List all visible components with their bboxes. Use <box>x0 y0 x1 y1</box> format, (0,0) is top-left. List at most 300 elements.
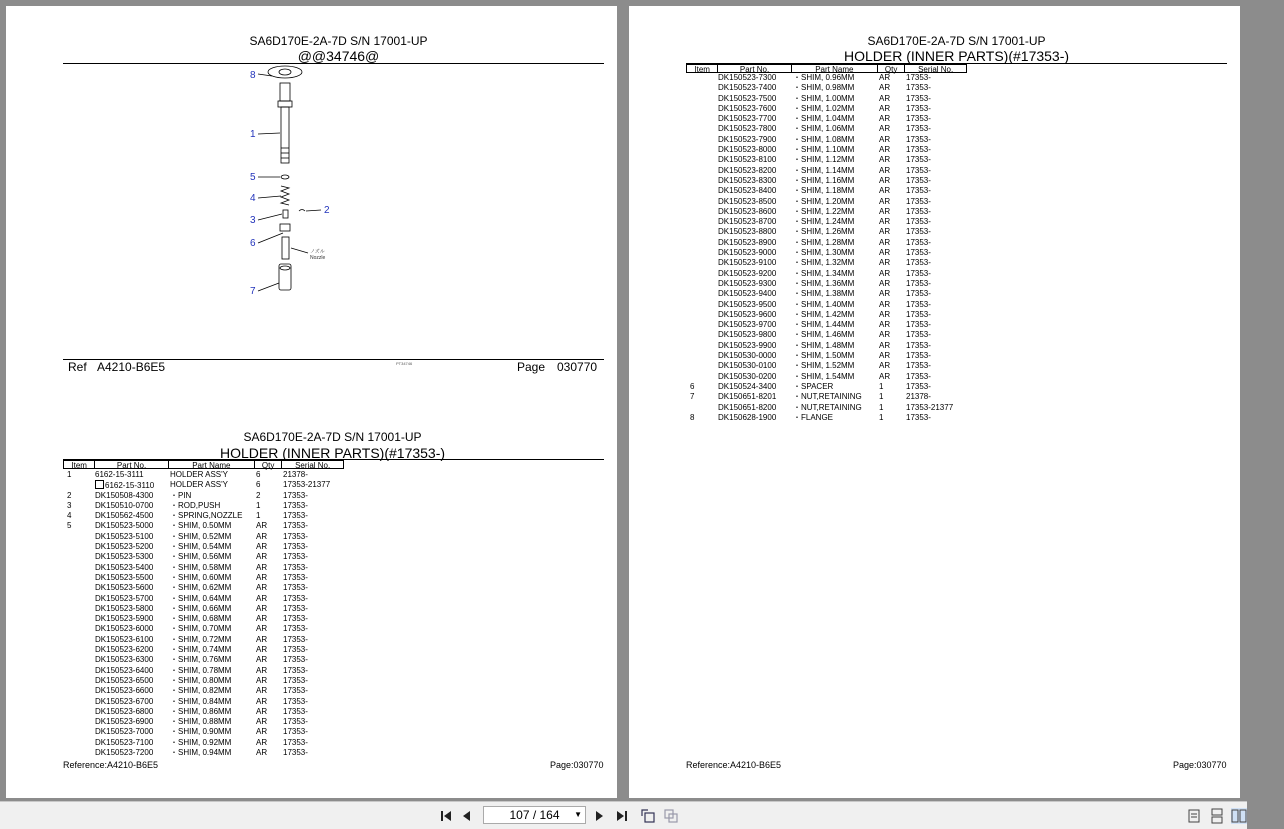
part-name-cell: ・SHIM, 0.60MM <box>170 572 232 582</box>
table-row <box>63 480 343 490</box>
part-no-cell: DK150530-0000 <box>718 351 777 361</box>
item-cell <box>686 238 716 248</box>
section-title: HOLDER (INNER PARTS)(#17353-) <box>219 445 446 461</box>
qty-cell: AR <box>879 340 891 350</box>
table-row <box>686 145 966 155</box>
qty-cell: AR <box>879 206 891 216</box>
footer-reference: Reference:A4210-B6E5 <box>63 760 159 770</box>
serial-cell: 17353- <box>906 114 931 124</box>
serial-cell: 17353-21377 <box>283 480 331 490</box>
col-part-name: Part Name <box>792 65 878 72</box>
qty-cell: AR <box>879 196 891 206</box>
qty-cell: AR <box>879 155 891 165</box>
part-no-cell: DK150523-8400 <box>718 186 777 196</box>
serial-cell: 17353- <box>283 686 308 696</box>
part-name-cell: ・SHIM, 1.48MM <box>793 340 855 350</box>
last-page-icon[interactable] <box>614 808 630 824</box>
single-page-view-icon[interactable] <box>1186 808 1202 824</box>
serial-cell: 17353- <box>283 727 308 737</box>
serial-cell: 17353- <box>283 583 308 593</box>
page-number-select[interactable] <box>483 806 586 824</box>
serial-cell: 17353- <box>906 381 931 391</box>
callout-3: 3 <box>250 215 256 226</box>
part-name-cell: ・SPRING,NOZZLE <box>170 511 243 521</box>
qty-cell: AR <box>879 227 891 237</box>
table-row <box>686 207 966 217</box>
table-row <box>63 717 343 727</box>
serial-cell: 17353- <box>283 552 308 562</box>
serial-cell: 17353- <box>906 103 931 113</box>
ref-label: Ref <box>68 360 87 374</box>
item-cell <box>686 166 716 176</box>
item-cell <box>63 480 93 490</box>
qty-cell: AR <box>879 371 891 381</box>
serial-cell: 17353- <box>283 706 308 716</box>
part-no-cell: DK150523-5700 <box>95 593 154 603</box>
item-cell <box>686 341 716 351</box>
part-no-cell: DK150523-6400 <box>95 665 154 675</box>
part-no-cell: DK150523-8100 <box>718 155 777 165</box>
model-title-right: SA6D170E-2A-7D S/N 17001-UP <box>867 34 1046 48</box>
qty-cell: AR <box>879 73 891 82</box>
serial-cell: 17353- <box>283 675 308 685</box>
serial-cell: 17353- <box>906 340 931 350</box>
part-no-cell: DK150523-8300 <box>718 175 777 185</box>
part-no-cell: DK150523-5500 <box>95 572 154 582</box>
table-row <box>686 382 966 392</box>
part-no-cell: DK150523-8200 <box>718 165 777 175</box>
qty-cell: 1 <box>879 381 884 391</box>
part-no-cell: DK150523-8000 <box>718 145 777 155</box>
item-cell <box>63 697 93 707</box>
table-row <box>686 238 966 248</box>
table-row <box>63 697 343 707</box>
qty-cell: AR <box>256 583 268 593</box>
table-row <box>63 511 343 521</box>
table-row <box>63 573 343 583</box>
qty-cell: AR <box>256 655 268 665</box>
col-serial: Serial No. <box>295 461 331 470</box>
qty-cell: AR <box>256 706 268 716</box>
part-name-cell: ・NUT,RETAINING <box>793 402 862 412</box>
page-value: 030770 <box>557 360 598 374</box>
part-no-cell: DK150523-6800 <box>95 706 154 716</box>
part-name-cell: HOLDER ASS'Y <box>170 480 228 490</box>
item-cell <box>63 686 93 696</box>
part-no-cell: DK150523-5300 <box>95 552 154 562</box>
item-cell <box>63 604 93 614</box>
part-name-cell: ・SHIM, 1.08MM <box>793 134 855 144</box>
callout-4: 4 <box>250 193 256 204</box>
part-no-cell: DK150523-5800 <box>95 603 154 613</box>
table-row <box>63 542 343 552</box>
part-no-cell: DK150523-6000 <box>95 624 154 634</box>
footer-reference-right: Reference:A4210-B6E5 <box>686 760 782 770</box>
qty-cell: AR <box>256 603 268 613</box>
part-no-cell: DK150523-6100 <box>95 634 154 644</box>
part-no-cell: DK150523-5200 <box>95 542 154 552</box>
table-row <box>686 124 966 134</box>
item-cell: 6 <box>690 381 695 391</box>
qty-cell: AR <box>879 186 891 196</box>
part-name-cell: ・SHIM, 0.96MM <box>793 73 855 82</box>
left-parts-table <box>63 470 343 758</box>
item-cell <box>686 351 716 361</box>
viewer-toolbar <box>0 801 1247 829</box>
part-no-cell: DK150523-5900 <box>95 614 154 624</box>
part-no-cell: DK150523-8700 <box>718 217 777 227</box>
serial-cell: 17353- <box>906 237 931 247</box>
table-row <box>686 269 966 279</box>
serial-cell: 17353- <box>283 634 308 644</box>
serial-cell: 17353- <box>283 542 308 552</box>
qty-cell: 1 <box>879 402 884 412</box>
item-cell <box>63 676 93 686</box>
item-cell <box>686 310 716 320</box>
serial-cell: 17353- <box>906 320 931 330</box>
qty-cell: AR <box>256 748 268 758</box>
model-title-top: SA6D170E-2A-7D S/N 17001-UP <box>249 34 428 48</box>
table-row <box>63 686 343 696</box>
item-cell <box>686 186 716 196</box>
item-cell <box>63 552 93 562</box>
serial-cell: 17353- <box>906 278 931 288</box>
qty-cell: AR <box>879 330 891 340</box>
part-name-cell: ・FLANGE <box>793 412 834 422</box>
serial-cell: 17353- <box>906 155 931 165</box>
qty-cell: AR <box>879 299 891 309</box>
qty-cell: AR <box>256 552 268 562</box>
serial-cell: 17353- <box>906 124 931 134</box>
table-row <box>686 197 966 207</box>
item-cell <box>686 135 716 145</box>
serial-cell: 17353- <box>283 562 308 572</box>
qty-cell: 1 <box>879 392 884 402</box>
serial-cell: 17353- <box>283 511 308 521</box>
part-name-cell: ・SHIM, 1.50MM <box>793 351 855 361</box>
part-name-cell: ・SHIM, 1.12MM <box>793 155 855 165</box>
page-label: Page <box>517 360 546 374</box>
model-title-list: SA6D170E-2A-7D S/N 17001-UP <box>243 430 422 444</box>
part-no-cell: DK150523-8600 <box>718 206 777 216</box>
table-row <box>686 403 966 413</box>
table-row <box>686 155 966 165</box>
table-row <box>686 413 966 423</box>
qty-cell: 1 <box>879 412 884 422</box>
item-cell <box>686 94 716 104</box>
table-row <box>686 300 966 310</box>
item-cell <box>686 83 716 93</box>
qty-cell: AR <box>256 645 268 655</box>
table-row <box>686 83 966 93</box>
item-cell <box>63 624 93 634</box>
col-part-name: Part Name <box>169 461 255 468</box>
part-name-cell: ・SHIM, 1.36MM <box>793 278 855 288</box>
callout-6: 6 <box>250 238 256 249</box>
serial-cell: 17353- <box>906 83 931 93</box>
item-cell <box>686 258 716 268</box>
qty-cell: AR <box>879 309 891 319</box>
callout-1: 1 <box>250 129 256 140</box>
serial-cell: 21378- <box>906 392 931 402</box>
right-page <box>629 6 1240 798</box>
serial-cell: 17353- <box>906 165 931 175</box>
serial-cell: 17353- <box>283 748 308 758</box>
left-table-header <box>63 460 344 469</box>
col-item: Item <box>687 65 718 72</box>
item-cell <box>63 614 93 624</box>
part-no-cell: DK150510-0700 <box>95 500 154 510</box>
part-name-cell: ・SHIM, 1.26MM <box>793 227 855 237</box>
qty-cell: AR <box>879 320 891 330</box>
table-row <box>63 676 343 686</box>
part-no-cell: DK150523-9600 <box>718 309 777 319</box>
table-row <box>686 217 966 227</box>
part-name-cell: ・NUT,RETAINING <box>793 392 862 402</box>
item-cell <box>63 717 93 727</box>
part-no-cell: DK150523-7000 <box>95 727 154 737</box>
qty-cell: AR <box>256 727 268 737</box>
serial-cell: 17353- <box>283 500 308 510</box>
table-row <box>63 604 343 614</box>
part-no-cell: DK150523-9300 <box>718 278 777 288</box>
serial-cell: 17353- <box>906 258 931 268</box>
qty-cell: AR <box>879 134 891 144</box>
table-row <box>686 227 966 237</box>
table-row <box>63 727 343 737</box>
item-cell <box>686 300 716 310</box>
serial-cell: 17353- <box>906 268 931 278</box>
part-name-cell: ・SHIM, 1.24MM <box>793 217 855 227</box>
next-page-icon[interactable] <box>591 808 607 824</box>
table-row <box>63 666 343 676</box>
part-name-cell: ・SHIM, 0.80MM <box>170 675 232 685</box>
table-row <box>63 583 343 593</box>
part-name-cell: ・SHIM, 1.44MM <box>793 320 855 330</box>
serial-cell: 17353- <box>906 412 931 422</box>
item-cell: 5 <box>67 521 72 531</box>
item-cell <box>686 124 716 134</box>
item-cell <box>686 320 716 330</box>
item-cell <box>63 573 93 583</box>
serial-cell: 17353- <box>283 521 308 531</box>
part-no-cell: DK150523-5400 <box>95 562 154 572</box>
part-no-cell <box>93 480 167 490</box>
qty-cell: AR <box>879 114 891 124</box>
item-cell <box>686 248 716 258</box>
serial-cell: 17353- <box>906 93 931 103</box>
part-name-cell: ・SHIM, 1.52MM <box>793 361 855 371</box>
part-no-cell: DK150523-6500 <box>95 675 154 685</box>
serial-cell: 21378- <box>283 470 308 479</box>
table-row <box>686 392 966 402</box>
table-row <box>686 176 966 186</box>
part-name-cell: ・SHIM, 0.50MM <box>170 521 232 531</box>
part-name-cell: ・SHIM, 1.32MM <box>793 258 855 268</box>
part-no-cell: DK150523-6600 <box>95 686 154 696</box>
qty-cell: AR <box>256 562 268 572</box>
figure-code: @@34746@ <box>297 48 380 64</box>
part-no-cell: DK150523-7800 <box>718 124 777 134</box>
part-name-cell: ・SHIM, 1.22MM <box>793 206 855 216</box>
serial-cell: 17353- <box>283 696 308 706</box>
serial-cell: 17353- <box>283 593 308 603</box>
part-name-cell: ・SHIM, 1.02MM <box>793 103 855 113</box>
qty-cell: AR <box>879 268 891 278</box>
table-row <box>686 248 966 258</box>
qty-cell: 1 <box>256 500 261 510</box>
part-no-cell: DK150523-9700 <box>718 320 777 330</box>
qty-cell: AR <box>256 675 268 685</box>
serial-cell: 17353- <box>906 309 931 319</box>
qty-cell: AR <box>256 665 268 675</box>
item-cell <box>686 114 716 124</box>
part-name-cell: ・SHIM, 0.70MM <box>170 624 232 634</box>
table-row <box>63 470 343 480</box>
part-no-cell: DK150628-1900 <box>718 412 777 422</box>
table-row <box>686 351 966 361</box>
qty-cell: 6 <box>256 470 261 479</box>
part-name-cell: ・SHIM, 0.66MM <box>170 603 232 613</box>
table-row <box>63 563 343 573</box>
item-cell <box>63 748 93 758</box>
item-cell: 1 <box>67 470 72 479</box>
serial-cell: 17353- <box>906 217 931 227</box>
footer-page-right: Page:030770 <box>1173 760 1227 770</box>
part-name-cell: ・SHIM, 0.94MM <box>170 748 232 758</box>
serial-cell: 17353-21377 <box>906 402 954 412</box>
item-cell <box>686 269 716 279</box>
table-row <box>686 94 966 104</box>
table-row <box>63 624 343 634</box>
right-table-header <box>686 64 967 73</box>
facing-pages-view-icon[interactable] <box>1231 808 1247 824</box>
callout-8: 8 <box>250 70 256 81</box>
serial-cell: 17353- <box>283 572 308 582</box>
part-no-cell: DK150523-7900 <box>718 134 777 144</box>
item-cell: 3 <box>67 500 72 510</box>
item-cell: 8 <box>690 412 695 422</box>
part-no-cell: DK150523-7300 <box>718 73 777 82</box>
serial-cell: 17353- <box>906 73 931 82</box>
part-no-cell: DK150562-4500 <box>95 511 154 521</box>
qty-cell: AR <box>256 542 268 552</box>
item-cell <box>63 532 93 542</box>
item-cell <box>686 197 716 207</box>
serial-cell: 17353- <box>906 175 931 185</box>
part-no-cell: DK150523-6300 <box>95 655 154 665</box>
part-name-cell: ・SHIM, 0.92MM <box>170 737 232 747</box>
part-no-cell: DK150523-7500 <box>718 93 777 103</box>
table-row <box>63 521 343 531</box>
item-cell <box>63 542 93 552</box>
table-row <box>686 320 966 330</box>
part-name-cell: ・SHIM, 0.88MM <box>170 717 232 727</box>
serial-cell: 17353- <box>906 299 931 309</box>
part-name-cell: ・SHIM, 0.62MM <box>170 583 232 593</box>
footer-page: Page:030770 <box>550 760 604 770</box>
serial-cell: 17353- <box>283 645 308 655</box>
part-no-cell: 6162-15-3111 <box>95 470 144 479</box>
serial-cell: 17353- <box>283 490 308 500</box>
qty-cell: AR <box>879 289 891 299</box>
prev-page-icon[interactable] <box>459 808 475 824</box>
chevron-down-icon: ▼ <box>574 810 582 819</box>
qty-cell: AR <box>256 614 268 624</box>
part-no-cell: DK150523-8500 <box>718 196 777 206</box>
qty-cell: AR <box>256 593 268 603</box>
part-name-cell: ・SHIM, 1.28MM <box>793 237 855 247</box>
table-row <box>686 114 966 124</box>
item-cell: 4 <box>67 511 72 521</box>
item-cell: 7 <box>690 392 695 402</box>
serial-cell: 17353- <box>283 655 308 665</box>
fit-page-icon[interactable] <box>663 808 679 824</box>
table-row <box>63 738 343 748</box>
serial-cell: 17353- <box>906 248 931 258</box>
first-page-icon[interactable] <box>438 808 454 824</box>
exploded-parts-diagram <box>236 63 413 366</box>
item-cell <box>63 738 93 748</box>
part-name-cell: ・SHIM, 1.10MM <box>793 145 855 155</box>
qty-cell: AR <box>879 145 891 155</box>
ref-value: A4210-B6E5 <box>97 360 166 374</box>
part-no-cell: DK150523-7400 <box>718 83 777 93</box>
col-serial: Serial No. <box>918 65 954 74</box>
part-name-cell: ・SHIM, 1.46MM <box>793 330 855 340</box>
item-cell <box>686 279 716 289</box>
qty-cell: AR <box>879 124 891 134</box>
continuous-view-icon[interactable] <box>1209 808 1225 824</box>
table-row <box>63 748 343 758</box>
item-cell <box>686 403 716 413</box>
part-no-cell: DK150508-4300 <box>95 490 154 500</box>
item-cell <box>686 155 716 165</box>
qty-cell: AR <box>879 83 891 93</box>
part-no-cell: DK150530-0200 <box>718 371 777 381</box>
qty-cell: AR <box>879 278 891 288</box>
part-no-cell: DK150523-5000 <box>95 521 154 531</box>
serial-cell: 17353- <box>906 289 931 299</box>
qty-cell: AR <box>879 258 891 268</box>
part-name-cell: ・SHIM, 1.54MM <box>793 371 855 381</box>
section-title-right: HOLDER (INNER PARTS)(#17353-) <box>843 48 1070 64</box>
part-name-cell: ・SPACER <box>793 381 834 391</box>
left-page <box>6 6 617 798</box>
qty-cell: AR <box>256 737 268 747</box>
qty-cell: 2 <box>256 490 261 500</box>
part-name-cell: ・SHIM, 0.86MM <box>170 706 232 716</box>
item-cell <box>686 104 716 114</box>
serial-cell: 17353- <box>906 196 931 206</box>
part-name-cell: ・SHIM, 1.00MM <box>793 93 855 103</box>
part-no-cell: DK150524-3400 <box>718 381 777 391</box>
part-no-cell: DK150523-9100 <box>718 258 777 268</box>
part-name-cell: ・SHIM, 0.64MM <box>170 593 232 603</box>
rotate-icon[interactable] <box>640 808 656 824</box>
part-name-cell: ・SHIM, 0.52MM <box>170 531 232 541</box>
table-row <box>63 645 343 655</box>
item-cell <box>63 655 93 665</box>
part-name-cell: ・SHIM, 0.98MM <box>793 83 855 93</box>
col-item: Item <box>64 461 95 468</box>
table-row <box>63 491 343 501</box>
col-qty: Qty <box>878 65 905 72</box>
qty-cell: AR <box>879 165 891 175</box>
part-no-cell: DK150523-5600 <box>95 583 154 593</box>
qty-cell: AR <box>879 248 891 258</box>
qty-cell: AR <box>879 351 891 361</box>
